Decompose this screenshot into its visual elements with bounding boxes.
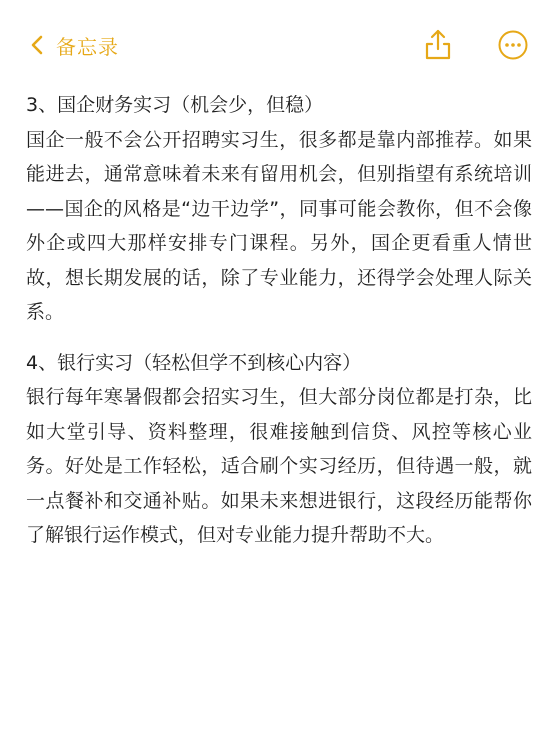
section-heading: 4、银行实习（轻松但学不到核心内容） <box>26 351 362 374</box>
note-section <box>26 88 532 330</box>
back-button[interactable] <box>30 30 119 60</box>
chevron-left-icon <box>30 30 48 60</box>
navigation-bar <box>0 0 554 88</box>
section-heading: 3、国企财务实习（机会少，但稳） <box>26 94 324 116</box>
section-body: 国企一般不会公开招聘实习生，很多都是靠内部推荐。如果能进去，通常意味着未来有留用机会，但别指望有系统培训——国企的风格是“边干边学”，同事可能会教你，但不会像外企或四大那样安排专门课程。另外，国企更看重人情世故，想长期发展的话，除了专业能力，还得学会处理人际关系。 <box>26 128 532 323</box>
share-icon[interactable] <box>424 28 452 60</box>
section-body: 银行每年寒暑假都会招实习生，但大部分岗位都是打杂，比如大堂引导、资料整理，很难接触到信贷、风控等核心业务。好处是工作轻松，适合刷个实习经历，但待遇一般，就一点餐补和交通补贴。如果未来想进银行，这段经历能帮你了解银行运作模式，但对专业能力提升帮助不大。 <box>26 386 532 546</box>
back-label: 备忘录 <box>56 34 119 59</box>
more-icon[interactable] <box>497 29 529 61</box>
note-section <box>26 346 532 553</box>
note-content[interactable] <box>26 88 532 553</box>
